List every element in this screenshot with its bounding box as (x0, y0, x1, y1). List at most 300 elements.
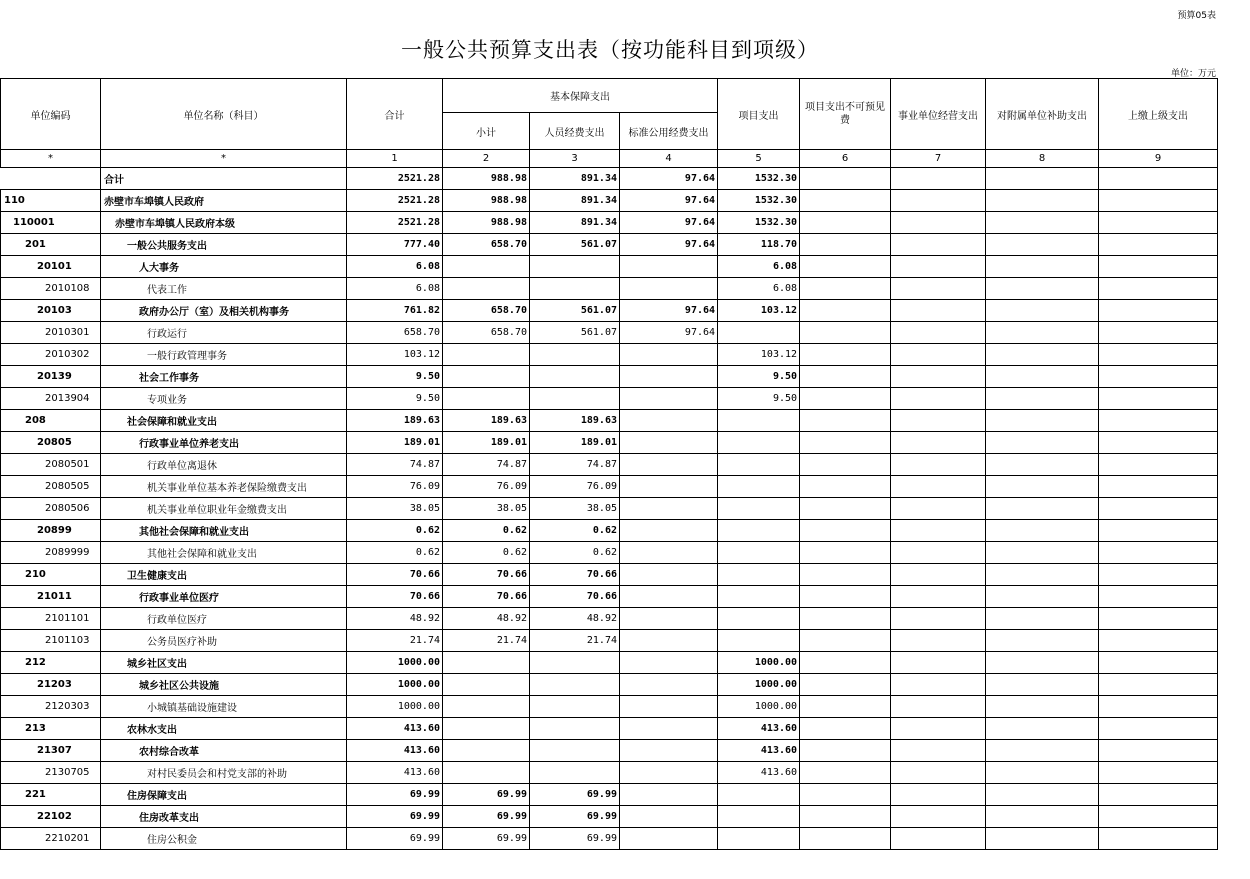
cell-project: 1532.30 (718, 190, 800, 212)
cell-empty (891, 476, 986, 498)
cell-personnel: 189.63 (530, 410, 620, 432)
cell-empty (891, 300, 986, 322)
cell-personnel (530, 696, 620, 718)
cell-name: 其他社会保障和就业支出 (101, 542, 347, 564)
cell-project (718, 586, 800, 608)
cell-empty (800, 432, 891, 454)
cell-name: 行政事业单位医疗 (101, 586, 347, 608)
cell-total: 0.62 (347, 520, 443, 542)
cell-personnel (530, 718, 620, 740)
cell-empty (986, 234, 1099, 256)
cell-public (620, 674, 718, 696)
cell-total: 9.50 (347, 388, 443, 410)
cell-empty (800, 190, 891, 212)
cell-total: 103.12 (347, 344, 443, 366)
cell-subtotal: 69.99 (443, 806, 530, 828)
cell-empty (800, 608, 891, 630)
cell-name: 合计 (101, 168, 347, 190)
cell-personnel: 189.01 (530, 432, 620, 454)
header-name: 单位名称（科目） (101, 79, 347, 150)
cell-code: 221 (1, 784, 101, 806)
cell-code: 2010301 (1, 322, 101, 344)
cell-code: 2130705 (1, 762, 101, 784)
cell-empty (1099, 322, 1218, 344)
cell-subtotal: 658.70 (443, 300, 530, 322)
cell-code: 2080501 (1, 454, 101, 476)
cell-total: 74.87 (347, 454, 443, 476)
cell-personnel: 74.87 (530, 454, 620, 476)
cell-code: 210 (1, 564, 101, 586)
column-index: * (101, 150, 347, 168)
cell-empty (800, 806, 891, 828)
cell-personnel (530, 344, 620, 366)
cell-name: 社会工作事务 (101, 366, 347, 388)
cell-public (620, 498, 718, 520)
cell-total: 69.99 (347, 806, 443, 828)
cell-project: 9.50 (718, 388, 800, 410)
cell-empty (1099, 564, 1218, 586)
cell-empty (891, 344, 986, 366)
cell-total: 9.50 (347, 366, 443, 388)
cell-empty (891, 740, 986, 762)
cell-total: 21.74 (347, 630, 443, 652)
cell-empty (891, 674, 986, 696)
cell-empty (986, 410, 1099, 432)
cell-empty (800, 696, 891, 718)
cell-empty (1099, 674, 1218, 696)
table-row (1, 564, 1218, 586)
column-index: * (1, 150, 101, 168)
table-row (1, 828, 1218, 850)
cell-total: 413.60 (347, 740, 443, 762)
cell-empty (1099, 762, 1218, 784)
cell-name: 农村综合改革 (101, 740, 347, 762)
cell-total: 0.62 (347, 542, 443, 564)
cell-public (620, 696, 718, 718)
cell-empty (1099, 388, 1218, 410)
cell-code: 20899 (1, 520, 101, 542)
cell-public: 97.64 (620, 234, 718, 256)
table-row (1, 652, 1218, 674)
cell-empty (800, 168, 891, 190)
cell-project (718, 520, 800, 542)
cell-personnel: 0.62 (530, 542, 620, 564)
cell-personnel: 561.07 (530, 234, 620, 256)
table-row (1, 454, 1218, 476)
cell-subtotal: 48.92 (443, 608, 530, 630)
cell-total: 70.66 (347, 564, 443, 586)
cell-project (718, 784, 800, 806)
cell-code: 2013904 (1, 388, 101, 410)
cell-empty (891, 652, 986, 674)
cell-name: 一般行政管理事务 (101, 344, 347, 366)
cell-total: 76.09 (347, 476, 443, 498)
cell-total: 2521.28 (347, 212, 443, 234)
cell-public (620, 630, 718, 652)
cell-empty (986, 388, 1099, 410)
cell-empty (800, 784, 891, 806)
header-basic: 基本保障支出 (443, 79, 718, 113)
cell-code: 20101 (1, 256, 101, 278)
cell-empty (1099, 520, 1218, 542)
cell-project: 1000.00 (718, 652, 800, 674)
column-index: 8 (986, 150, 1099, 168)
cell-project: 1532.30 (718, 212, 800, 234)
cell-name: 人大事务 (101, 256, 347, 278)
cell-code: 21307 (1, 740, 101, 762)
cell-name: 赤壁市车埠镇人民政府本级 (101, 212, 347, 234)
cell-empty (1099, 278, 1218, 300)
cell-name: 政府办公厅（室）及相关机构事务 (101, 300, 347, 322)
cell-empty (800, 454, 891, 476)
cell-empty (891, 608, 986, 630)
cell-project: 413.60 (718, 762, 800, 784)
cell-name: 一般公共服务支出 (101, 234, 347, 256)
cell-personnel (530, 278, 620, 300)
cell-subtotal (443, 718, 530, 740)
cell-empty (891, 256, 986, 278)
cell-project (718, 410, 800, 432)
cell-personnel (530, 762, 620, 784)
cell-empty (891, 564, 986, 586)
cell-name: 小城镇基础设施建设 (101, 696, 347, 718)
cell-empty (1099, 168, 1218, 190)
cell-empty (1099, 234, 1218, 256)
cell-personnel: 70.66 (530, 564, 620, 586)
cell-total: 38.05 (347, 498, 443, 520)
cell-personnel: 891.34 (530, 168, 620, 190)
cell-empty (1099, 608, 1218, 630)
table-row (1, 674, 1218, 696)
cell-project (718, 322, 800, 344)
cell-public (620, 762, 718, 784)
cell-public (620, 718, 718, 740)
cell-empty (891, 586, 986, 608)
table-row (1, 322, 1218, 344)
unit-label: 单位：万元 (1170, 69, 1216, 79)
cell-subtotal (443, 652, 530, 674)
cell-project (718, 828, 800, 850)
cell-public (620, 432, 718, 454)
cell-total: 777.40 (347, 234, 443, 256)
cell-total: 413.60 (347, 762, 443, 784)
table-row (1, 608, 1218, 630)
cell-total: 1000.00 (347, 652, 443, 674)
table-row (1, 586, 1218, 608)
cell-empty (891, 410, 986, 432)
cell-public (620, 806, 718, 828)
table-row (1, 410, 1218, 432)
cell-empty (1099, 476, 1218, 498)
cell-code: 110 (1, 190, 101, 212)
cell-personnel: 891.34 (530, 212, 620, 234)
cell-empty (891, 520, 986, 542)
cell-empty (891, 806, 986, 828)
cell-empty (800, 498, 891, 520)
cell-empty (891, 762, 986, 784)
cell-name: 卫生健康支出 (101, 564, 347, 586)
cell-empty (800, 322, 891, 344)
cell-code: 212 (1, 652, 101, 674)
cell-total: 69.99 (347, 784, 443, 806)
cell-code: 2101103 (1, 630, 101, 652)
cell-empty (800, 828, 891, 850)
cell-empty (891, 718, 986, 740)
header-project: 项目支出 (718, 79, 800, 150)
cell-subtotal (443, 278, 530, 300)
header-subsidy: 对附属单位补助支出 (986, 79, 1099, 150)
cell-name: 行政单位医疗 (101, 608, 347, 630)
cell-code: 2010108 (1, 278, 101, 300)
table-row (1, 740, 1218, 762)
cell-name: 公务员医疗补助 (101, 630, 347, 652)
cell-empty (986, 740, 1099, 762)
cell-empty (1099, 498, 1218, 520)
cell-code: 110001 (1, 212, 101, 234)
cell-empty (1099, 630, 1218, 652)
cell-public (620, 476, 718, 498)
cell-total: 6.08 (347, 278, 443, 300)
cell-project: 9.50 (718, 366, 800, 388)
cell-empty (800, 542, 891, 564)
column-index: 9 (1099, 150, 1218, 168)
cell-project: 1000.00 (718, 674, 800, 696)
cell-personnel: 69.99 (530, 828, 620, 850)
cell-public (620, 344, 718, 366)
cell-name: 住房改革支出 (101, 806, 347, 828)
cell-code: 20139 (1, 366, 101, 388)
cell-project (718, 542, 800, 564)
cell-code: 20103 (1, 300, 101, 322)
cell-name: 对村民委员会和村党支部的补助 (101, 762, 347, 784)
cell-empty (800, 476, 891, 498)
cell-empty (891, 322, 986, 344)
cell-subtotal: 189.63 (443, 410, 530, 432)
cell-name: 住房保障支出 (101, 784, 347, 806)
cell-project (718, 432, 800, 454)
column-index-row (1, 150, 1218, 168)
table-row (1, 366, 1218, 388)
cell-name: 城乡社区公共设施 (101, 674, 347, 696)
cell-personnel (530, 256, 620, 278)
cell-empty (800, 212, 891, 234)
cell-personnel: 69.99 (530, 806, 620, 828)
cell-empty (986, 696, 1099, 718)
table-body (1, 168, 1218, 850)
cell-empty (986, 762, 1099, 784)
cell-empty (1099, 696, 1218, 718)
cell-project (718, 454, 800, 476)
cell-public (620, 542, 718, 564)
cell-personnel: 69.99 (530, 784, 620, 806)
cell-project: 1532.30 (718, 168, 800, 190)
cell-name: 行政事业单位养老支出 (101, 432, 347, 454)
cell-empty (986, 652, 1099, 674)
cell-subtotal: 658.70 (443, 322, 530, 344)
cell-public: 97.64 (620, 190, 718, 212)
cell-code: 2089999 (1, 542, 101, 564)
cell-empty (986, 190, 1099, 212)
cell-total: 69.99 (347, 828, 443, 850)
cell-name: 农林水支出 (101, 718, 347, 740)
cell-project: 6.08 (718, 278, 800, 300)
cell-empty (891, 454, 986, 476)
cell-empty (986, 784, 1099, 806)
cell-name: 专项业务 (101, 388, 347, 410)
cell-empty (1099, 828, 1218, 850)
cell-subtotal (443, 696, 530, 718)
column-index: 5 (718, 150, 800, 168)
cell-personnel: 48.92 (530, 608, 620, 630)
cell-subtotal: 0.62 (443, 520, 530, 542)
cell-empty (986, 278, 1099, 300)
table-row (1, 256, 1218, 278)
cell-name: 机关事业单位基本养老保险缴费支出 (101, 476, 347, 498)
cell-public (620, 740, 718, 762)
cell-personnel: 561.07 (530, 322, 620, 344)
cell-empty (1099, 652, 1218, 674)
cell-public (620, 388, 718, 410)
table-row (1, 542, 1218, 564)
cell-public: 97.64 (620, 212, 718, 234)
table-row (1, 630, 1218, 652)
cell-project (718, 806, 800, 828)
cell-project: 413.60 (718, 718, 800, 740)
table-row (1, 696, 1218, 718)
cell-subtotal (443, 740, 530, 762)
cell-project (718, 630, 800, 652)
cell-personnel: 21.74 (530, 630, 620, 652)
cell-code: 21011 (1, 586, 101, 608)
cell-code: 2210201 (1, 828, 101, 850)
header-subtotal: 小计 (443, 113, 530, 150)
cell-name: 住房公积金 (101, 828, 347, 850)
cell-empty (891, 212, 986, 234)
table-row (1, 168, 1218, 190)
page-title: 一般公共预算支出表（按功能科目到项级） (401, 38, 819, 62)
cell-empty (1099, 300, 1218, 322)
cell-empty (986, 212, 1099, 234)
table-header (1, 79, 1218, 168)
cell-project (718, 564, 800, 586)
cell-subtotal: 988.98 (443, 212, 530, 234)
cell-code (1, 168, 101, 190)
cell-code: 22102 (1, 806, 101, 828)
cell-empty (891, 696, 986, 718)
cell-project (718, 608, 800, 630)
cell-empty (800, 762, 891, 784)
table-row (1, 806, 1218, 828)
cell-code: 201 (1, 234, 101, 256)
cell-empty (1099, 344, 1218, 366)
cell-empty (986, 498, 1099, 520)
cell-code: 2010302 (1, 344, 101, 366)
cell-empty (800, 718, 891, 740)
cell-empty (800, 652, 891, 674)
cell-empty (891, 828, 986, 850)
cell-total: 6.08 (347, 256, 443, 278)
table-row (1, 520, 1218, 542)
cell-personnel (530, 388, 620, 410)
cell-empty (1099, 256, 1218, 278)
cell-empty (1099, 212, 1218, 234)
header-unforeseen: 项目支出不可预见费 (800, 79, 891, 150)
header-total: 合计 (347, 79, 443, 150)
table-row (1, 476, 1218, 498)
cell-empty (986, 542, 1099, 564)
cell-empty (800, 630, 891, 652)
cell-public (620, 410, 718, 432)
cell-total: 48.92 (347, 608, 443, 630)
table-row (1, 784, 1218, 806)
cell-empty (986, 828, 1099, 850)
cell-empty (800, 300, 891, 322)
cell-public: 97.64 (620, 322, 718, 344)
table-row (1, 498, 1218, 520)
cell-subtotal: 21.74 (443, 630, 530, 652)
cell-empty (800, 278, 891, 300)
cell-project: 6.08 (718, 256, 800, 278)
header-public: 标准公用经费支出 (620, 113, 718, 150)
cell-empty (891, 784, 986, 806)
table-row (1, 212, 1218, 234)
cell-public (620, 520, 718, 542)
cell-empty (891, 168, 986, 190)
cell-empty (1099, 542, 1218, 564)
cell-public: 97.64 (620, 168, 718, 190)
cell-subtotal: 69.99 (443, 828, 530, 850)
cell-empty (986, 564, 1099, 586)
header-business: 事业单位经营支出 (891, 79, 986, 150)
cell-empty (891, 190, 986, 212)
cell-subtotal: 988.98 (443, 190, 530, 212)
cell-empty (1099, 784, 1218, 806)
cell-empty (986, 674, 1099, 696)
cell-empty (986, 168, 1099, 190)
cell-subtotal: 70.66 (443, 586, 530, 608)
cell-empty (986, 432, 1099, 454)
cell-subtotal: 658.70 (443, 234, 530, 256)
table-tag: 预算05表 (1177, 11, 1216, 21)
cell-empty (800, 740, 891, 762)
cell-empty (800, 564, 891, 586)
cell-project: 1000.00 (718, 696, 800, 718)
cell-total: 2521.28 (347, 168, 443, 190)
cell-subtotal: 76.09 (443, 476, 530, 498)
cell-subtotal: 988.98 (443, 168, 530, 190)
cell-empty (986, 322, 1099, 344)
cell-empty (986, 806, 1099, 828)
table-row (1, 432, 1218, 454)
cell-personnel (530, 366, 620, 388)
cell-name: 行政单位离退休 (101, 454, 347, 476)
cell-empty (1099, 740, 1218, 762)
column-index: 4 (620, 150, 718, 168)
cell-subtotal (443, 344, 530, 366)
table-row (1, 190, 1218, 212)
cell-empty (800, 234, 891, 256)
cell-empty (891, 366, 986, 388)
column-index: 7 (891, 150, 986, 168)
cell-total: 189.01 (347, 432, 443, 454)
cell-total: 761.82 (347, 300, 443, 322)
cell-code: 208 (1, 410, 101, 432)
cell-personnel: 70.66 (530, 586, 620, 608)
table-row (1, 300, 1218, 322)
cell-code: 2080506 (1, 498, 101, 520)
cell-public (620, 784, 718, 806)
column-index: 1 (347, 150, 443, 168)
